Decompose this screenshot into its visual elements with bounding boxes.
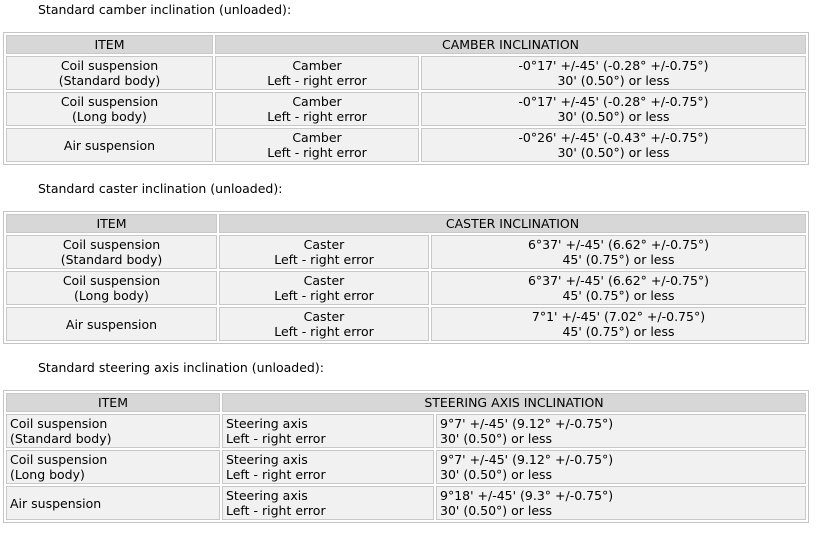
steering-axis-table (3, 390, 809, 523)
param-cell: Camber Left - right error (215, 56, 419, 90)
table-header-row (6, 393, 806, 412)
table-row (6, 307, 806, 341)
item-cell: Air suspension (6, 128, 213, 162)
camber-table (3, 32, 809, 165)
item-cell: Coil suspension (Standard body) (6, 235, 217, 269)
value-cell: 9°7' +/-45' (9.12° +/-0.75°) 30' (0.50°) or less (436, 450, 806, 484)
header-caster-inclination: CASTER INCLINATION (219, 214, 806, 233)
steering-axis-caption: Standard steering axis inclination (unloaded): (38, 360, 324, 375)
param-cell: Caster Left - right error (219, 307, 429, 341)
table-row (6, 235, 806, 269)
item-cell: Coil suspension (Standard body) (6, 414, 220, 448)
value-cell: 9°7' +/-45' (9.12° +/-0.75°) 30' (0.50°) or less (436, 414, 806, 448)
header-steering-axis-inclination: STEERING AXIS INCLINATION (222, 393, 806, 412)
value-cell: 9°18' +/-45' (9.3° +/-0.75°) 30' (0.50°) or less (436, 486, 806, 520)
item-cell: Air suspension (6, 486, 220, 520)
item-cell: Coil suspension (Standard body) (6, 56, 213, 90)
param-cell: Steering axis Left - right error (222, 414, 434, 448)
table-row (6, 486, 806, 520)
table-header-row (6, 214, 806, 233)
table-row (6, 56, 806, 90)
param-cell: Steering axis Left - right error (222, 486, 434, 520)
param-cell: Camber Left - right error (215, 128, 419, 162)
value-cell: 7°1' +/-45' (7.02° +/-0.75°) 45' (0.75°) or less (431, 307, 806, 341)
header-item: ITEM (6, 35, 213, 54)
table-row (6, 92, 806, 126)
value-cell: -0°26' +/-45' (-0.43° +/-0.75°) 30' (0.50°) or less (421, 128, 806, 162)
caster-caption: Standard caster inclination (unloaded): (38, 181, 283, 196)
param-cell: Caster Left - right error (219, 235, 429, 269)
table-row (6, 128, 806, 162)
caster-table (3, 211, 809, 344)
header-item: ITEM (6, 214, 217, 233)
value-cell: -0°17' +/-45' (-0.28° +/-0.75°) 30' (0.50°) or less (421, 92, 806, 126)
table-header-row (6, 35, 806, 54)
item-cell: Coil suspension (Long body) (6, 450, 220, 484)
item-cell: Air suspension (6, 307, 217, 341)
table-row (6, 414, 806, 448)
header-camber-inclination: CAMBER INCLINATION (215, 35, 806, 54)
item-cell: Coil suspension (Long body) (6, 271, 217, 305)
param-cell: Steering axis Left - right error (222, 450, 434, 484)
param-cell: Camber Left - right error (215, 92, 419, 126)
table-row (6, 450, 806, 484)
value-cell: 6°37' +/-45' (6.62° +/-0.75°) 45' (0.75°) or less (431, 235, 806, 269)
camber-caption: Standard camber inclination (unloaded): (38, 2, 292, 17)
table-row (6, 271, 806, 305)
header-item: ITEM (6, 393, 220, 412)
item-cell: Coil suspension (Long body) (6, 92, 213, 126)
value-cell: 6°37' +/-45' (6.62° +/-0.75°) 45' (0.75°) or less (431, 271, 806, 305)
value-cell: -0°17' +/-45' (-0.28° +/-0.75°) 30' (0.50°) or less (421, 56, 806, 90)
param-cell: Caster Left - right error (219, 271, 429, 305)
